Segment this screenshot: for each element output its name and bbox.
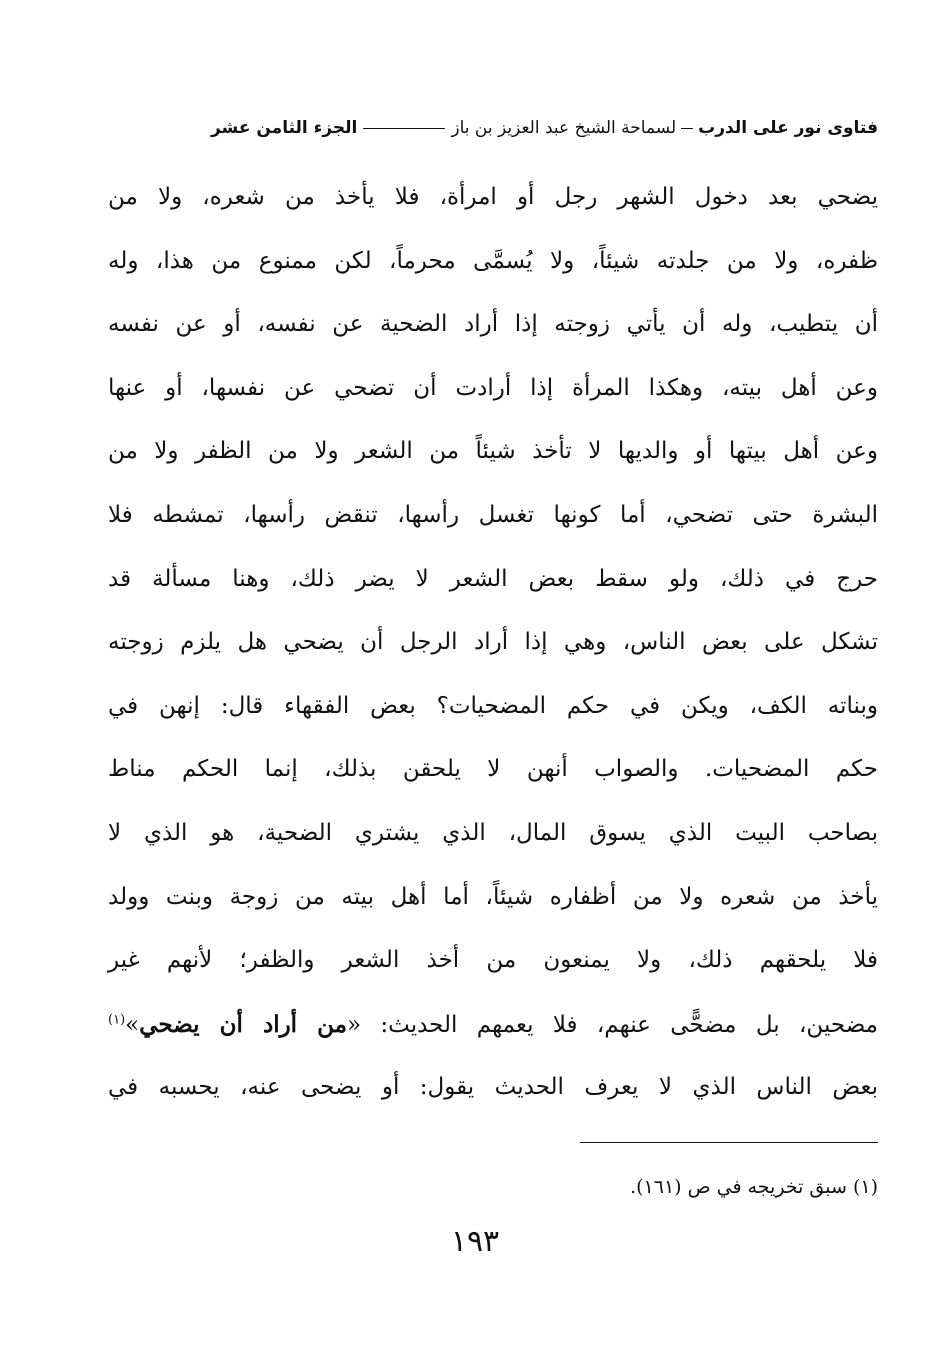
quote-close: » (125, 1011, 140, 1038)
text-line-hadith (108, 993, 878, 1057)
page-number: ١٩٣ (450, 1224, 500, 1259)
running-header (108, 108, 878, 148)
text-line: حكم المضحيات. والصواب أنهن لا يلحقن بذلك، إنما الحكم مناط (108, 756, 878, 783)
text-line: ظفره، ولا من جلدته شيئاً، ولا يُسمَّى محرماً، لكن ممنوع من هذا، وله (108, 247, 878, 274)
author-credit: لسماحة الشيخ عبد العزيز بن باز (451, 118, 677, 138)
text-line: بعض الناس الذي لا يعرف الحديث يقول: أو يضحى عنه، يحسبه في (108, 1074, 878, 1101)
footnote-marker: (١) (108, 1012, 126, 1028)
text-line: أن يتطيب، وله أن يأتي زوجته إذا أراد الضحية عن نفسه، أو عن نفسه (108, 311, 878, 338)
header-separator (681, 128, 693, 129)
main-text (108, 166, 878, 1120)
text-line: يأخذ من شعره ولا من أظفاره شيئاً، أما أهل بيته من زوجة وبنت وولد (108, 883, 878, 910)
footnote-divider (580, 1142, 878, 1143)
header-rule (363, 128, 445, 129)
footnote: (١) سبق تخريجه في ص (١٦١). (630, 1176, 878, 1198)
text-segment: مضحين، بل مضحًّى عنهم، فلا يعمهم الحديث: « (346, 1011, 878, 1038)
text-line: تشكل على بعض الناس، وهي إذا أراد الرجل أن يضحي هل يلزم زوجته (108, 629, 878, 656)
text-line: وبناته الكف، ويكن في حكم المضحيات؟ بعض الفقهاء قال: إنهن في (108, 692, 878, 719)
text-line: وعن أهل بيتها أو والديها لا تأخذ شيئاً من الشعر ولا من الظفر ولا من (108, 438, 878, 465)
text-line: البشرة حتى تضحي، أما كونها تغسل رأسها، تنقض رأسها، تمشطه فلا (108, 501, 878, 528)
text-line: يضحي بعد دخول الشهر رجل أو امرأة، فلا يأخذ من شعره، ولا من (108, 184, 878, 210)
text-line: فلا يلحقهم ذلك، ولا يمنعون من أخذ الشعر والظفر؛ لأنهم غير (108, 947, 878, 974)
text-line: وعن أهل بيته، وهكذا المرأة إذا أرادت أن تضحي عن نفسها، أو عنها (108, 374, 878, 401)
book-title: فتاوى نور على الدرب (698, 118, 878, 138)
text-line: بصاحب البيت الذي يسوق المال، الذي يشتري الضحية، هو الذي لا (108, 819, 878, 846)
hadith-quote: من أراد أن يضحي (139, 1010, 347, 1038)
text-line: حرج في ذلك، ولو سقط بعض الشعر لا يضر ذلك، وهنا مسألة قد (108, 565, 878, 592)
volume-label: الجزء الثامن عشر (210, 118, 358, 138)
